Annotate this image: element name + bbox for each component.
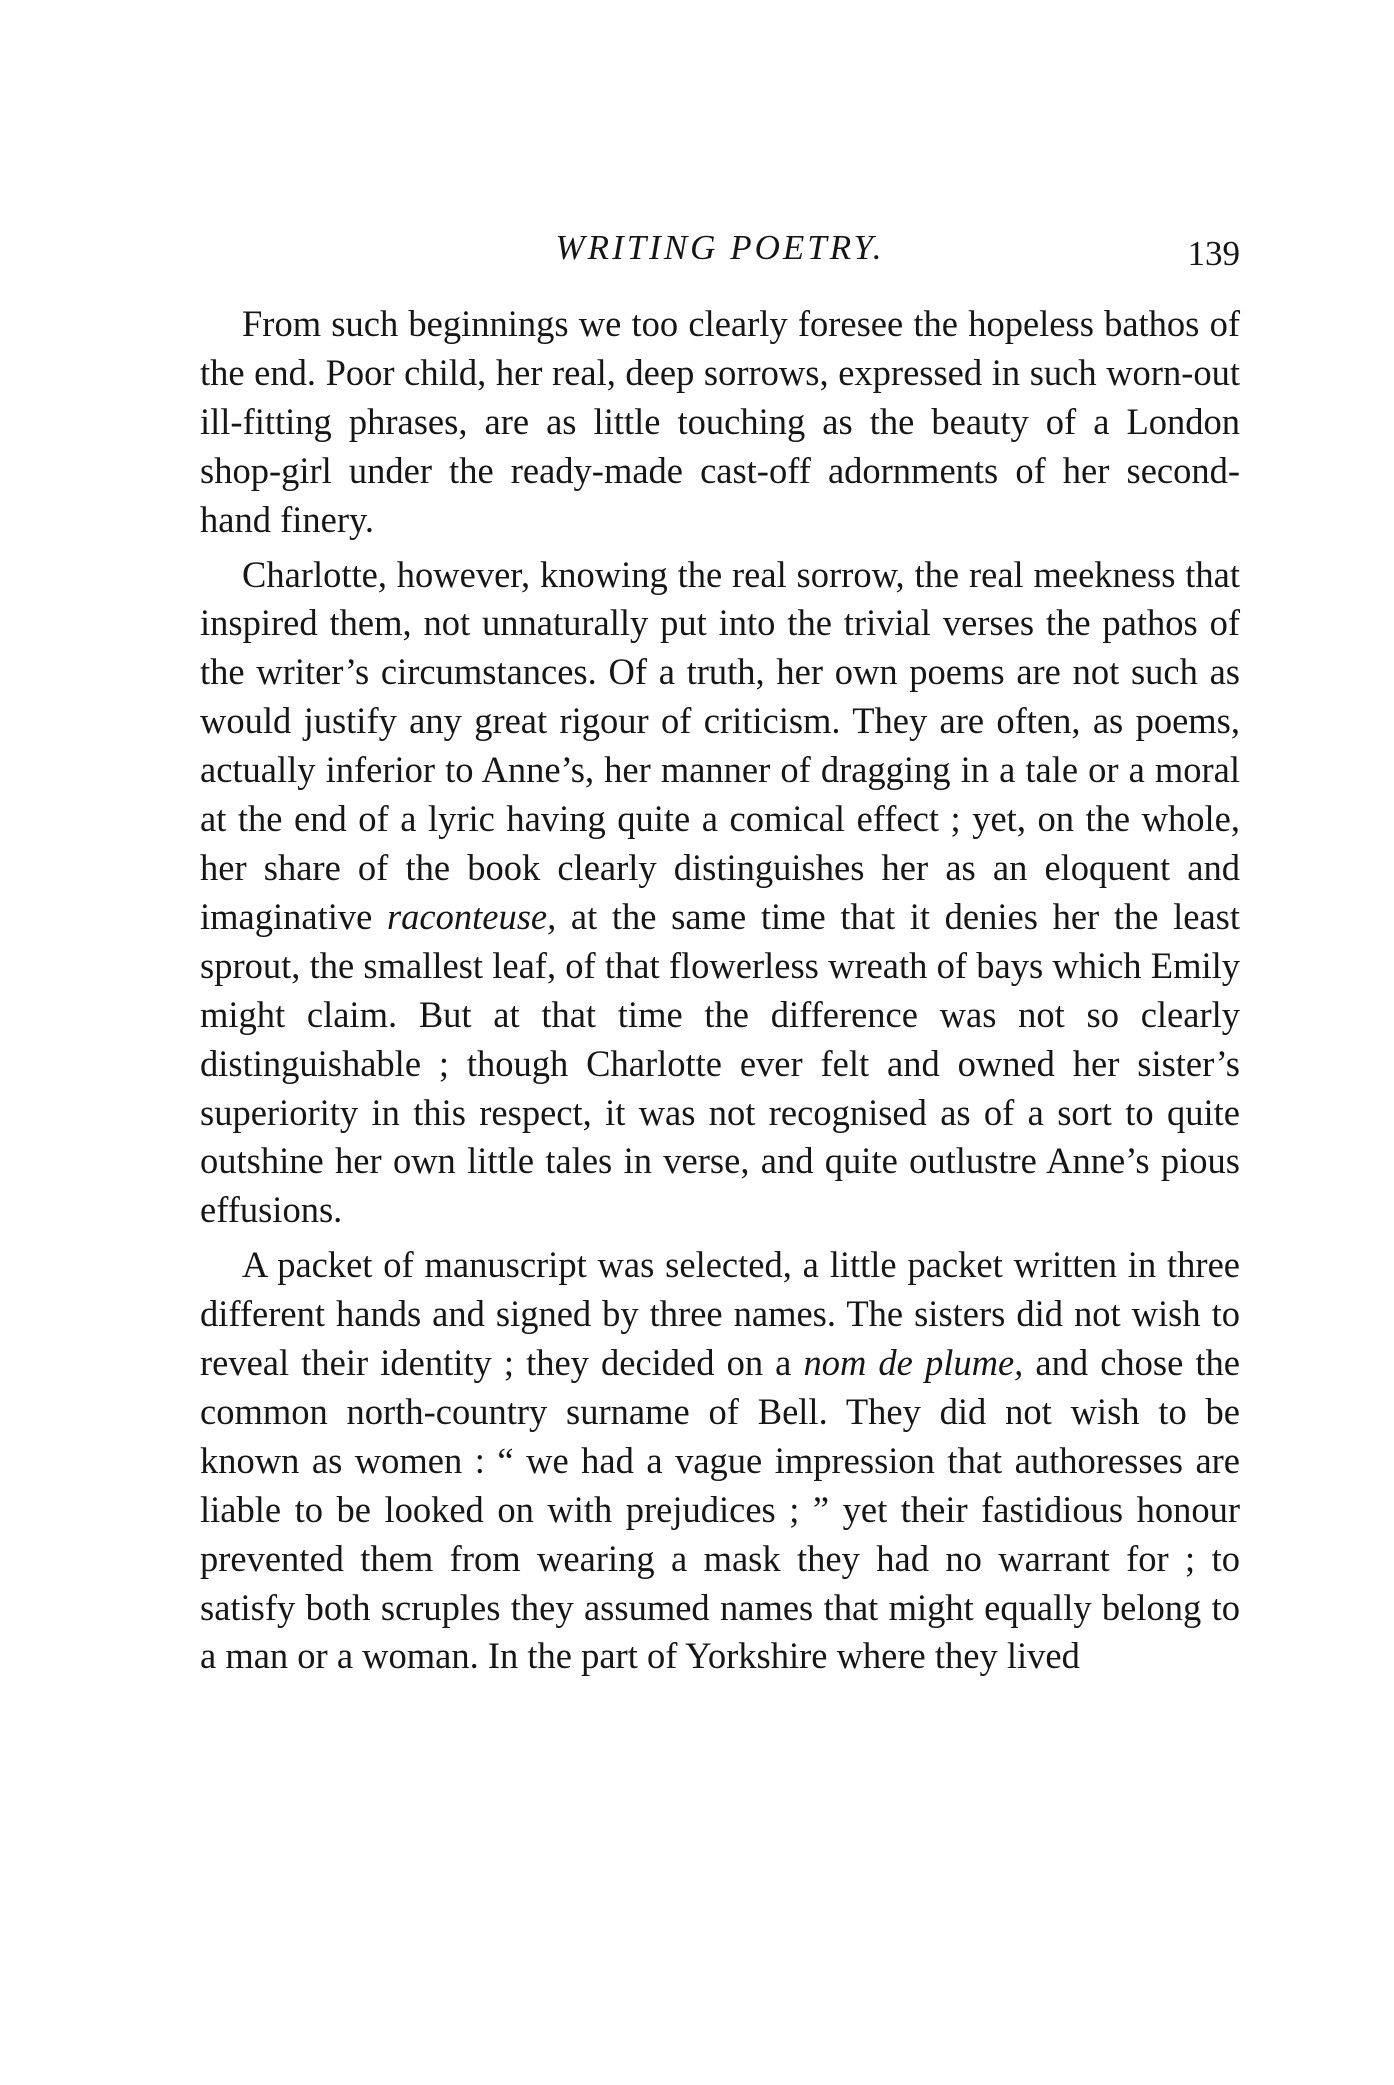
paragraph-text: at the same time that it denies her the least sprout, the smallest leaf, of that flowerless wreath of bays which Emily might claim. But at that time the difference was not so clearly distinguishable ; though Charlotte ever felt and owned her sister’s superiority in this respect, it was not recognised as of a sort to quite outshine her own little tales in verse, and quite outlustre Anne’s pious effusions.	[200, 895, 1240, 1231]
italic-phrase: nom de plume,	[803, 1342, 1024, 1384]
paragraph-text: A packet of manuscript was selected, a little packet written in three different hands and signed by three names. The sisters did not wish to reveal their identity ; they decided on a	[200, 1244, 1240, 1384]
paragraph	[200, 300, 1240, 545]
body-text	[200, 300, 1240, 1681]
running-head	[200, 222, 1240, 282]
paragraph-text: and chose the common north-country surname of Bell. They did not wish to be known as women : “ we had a vague impression that authoresses are liable to be looked on with prejudices ; ” yet their fastidious honour prevented them from wearing a mask they had no warrant for ; to satisfy both scruples they assumed names that might equally belong to a man or a woman. In the part of Yorkshire where they lived	[200, 1342, 1240, 1677]
paragraph	[200, 1241, 1240, 1681]
paragraph-text: Charlotte, however, knowing the real sorrow, the real meekness that inspired them, not unnaturally put into the trivial verses the pathos of the writer’s circumstances. Of a truth, her own poems are not such as would justify any great rigour of criticism. They are often, as poems, actually inferior to Anne’s, her manner of dragging in a tale or a moral at the end of a lyric having quite a comical effect ; yet, on the whole, her share of the book clearly distinguishes her as an eloquent and imaginative	[200, 553, 1240, 937]
page-number: 139	[1187, 234, 1240, 273]
italic-phrase: raconteuse,	[386, 895, 557, 937]
paragraph-text: From such beginnings we too clearly foresee the hopeless bathos of the end. Poor child, her real, deep sorrows, expressed in such worn-out ill-fitting phrases, are as little touching as the beauty of a London shop-girl under the ready-made cast-off adornments of her second-hand finery.	[200, 303, 1240, 540]
running-title: WRITING POETRY.	[555, 228, 885, 267]
paragraph	[200, 551, 1240, 1236]
